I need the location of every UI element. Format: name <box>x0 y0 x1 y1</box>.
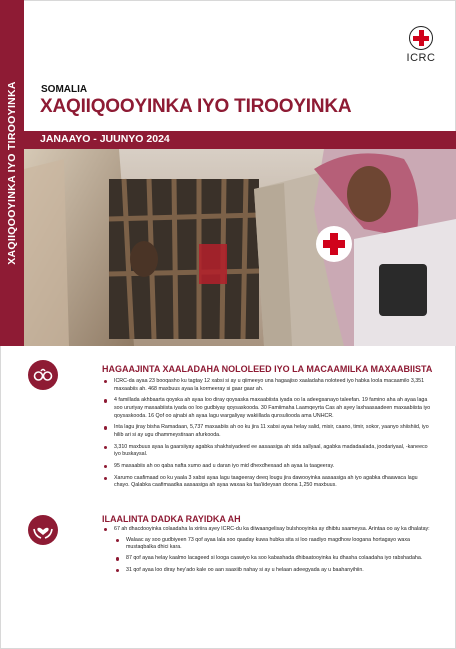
list-item: Inta lagu jiray bisha Ramadaan, 5,737 maxaabiis ah oo ku jira 11 xabsi ayaa helay salid, misir, caano, timir, sokor, yaanyo shiishiid, iyo hilib ari si ay ugu dhammeystiraan afurkooda. <box>102 424 432 439</box>
list-item: ICRC-da ayaa 23 booqasho ku tagtay 12 xabsi si ay u qiimeeyo una hagaajiso xaaladaha noloteed iyo habka loola macaamilo 3,351 maxaabiis ah. 468 maxbuus ayaa la kormeeray si gaar gaar ah. <box>102 378 432 393</box>
hands-heart-icon <box>28 515 58 545</box>
sub-list-item: 31 qof ayaa loo diray hey'ado kale oo aan saaxiib nahay si ay u helaan adeegyada ay u baahanyihiin. <box>114 567 432 575</box>
cover-photo-illustration <box>24 149 456 346</box>
spine-title: XAQIIQOOYINKA IYO TIROOYINKA <box>6 81 18 265</box>
list-item: Xarumo caafimaad oo ku yaala 3 xabsi ayaa lagu taageeray deeq lougu jira dawooyinka aasaasiga ah iyo agabka dhaawaca lagu chayo. Qalabka caafimaadka aasaasiga ah ayaa waxaa ka faa'iideysan doona 1,250 maxbuus. <box>102 475 432 490</box>
sub-list <box>114 537 432 575</box>
country-label: SOMALIA <box>41 84 88 95</box>
red-cross-vest-icon <box>316 226 352 262</box>
detention-list <box>102 378 432 494</box>
section-title-detention: HAGAAJINTA XAALADAHA NOLOLEED IYO LA MACAAMILKA MAXAABIISTA <box>102 364 433 374</box>
page-title: XAQIIQOOYINKA IYO TIROOYINKA <box>40 96 352 117</box>
sub-list-item: Walaac ay soo gudbiyeen 73 qof ayaa lala soo qaaday kuwa hubka sita si loo raadiyo magdhow loogana hortagayo waxa mustaqbalka dhici kara. <box>114 537 432 552</box>
cover-photo <box>24 149 456 346</box>
red-cross-emblem-icon <box>409 26 433 50</box>
section-title-civilians: ILAALINTA DADKA RAYIDKA AH <box>102 514 241 524</box>
list-item: 4 famillada akhbaarta qoyska ah ayaa loo diray qoysaska maxaabiista iyada oo la adeegsanayo taleefan. 19 famino aha ah ayaa laga soo ururiyay maxaabiista iyada oo loo gudbiyay qoysaskooda. 30 Famiimaha Laamqeyrta Cas ah ayey laxhaasaadeen maxaabiista iyo qoysaskooda. 16 Qof oo ajnabi ah ayaa lagu wargaliyay wakiillada qunsuliooda ama UNHCR. <box>102 397 432 420</box>
list-item <box>102 526 432 574</box>
icrc-logo <box>404 26 438 64</box>
date-band <box>24 131 456 149</box>
list-item: 95 maxaabiis ah oo qaba nafta xumo aad u daran iyo mid dhexdhexaad ah ayaa la taageeray. <box>102 463 432 471</box>
sub-list-item: 87 qof ayaa helay kaalmo lacageed si looga caawiyo ka soo kabashada dhibaatooyinka ku dhasha colaadaha iyo rabshadaha. <box>114 555 432 563</box>
list-item-text: 67 ah dhacdooyinka colaadaha la xiriira ayey ICRC-du ka diiwaangelisay bulshooyinka ay dhibtu saameysa. Arintaa oo ay ka dhalatay: <box>114 526 430 532</box>
handcuffs-icon <box>28 360 58 390</box>
date-range: JANAAYO - JUUNYO 2024 <box>40 133 170 145</box>
logo-text: ICRC <box>406 52 436 64</box>
list-item: 3,310 maxbuus ayaa la gaarsiiyay agabka shakhsiyadeed ee aasaasiga ah sida sallyaal, agabka madadaalada, joodariyaal, -kaneeco iyo buskaysal. <box>102 444 432 459</box>
civilians-list <box>102 526 432 578</box>
title-spine <box>0 0 24 346</box>
